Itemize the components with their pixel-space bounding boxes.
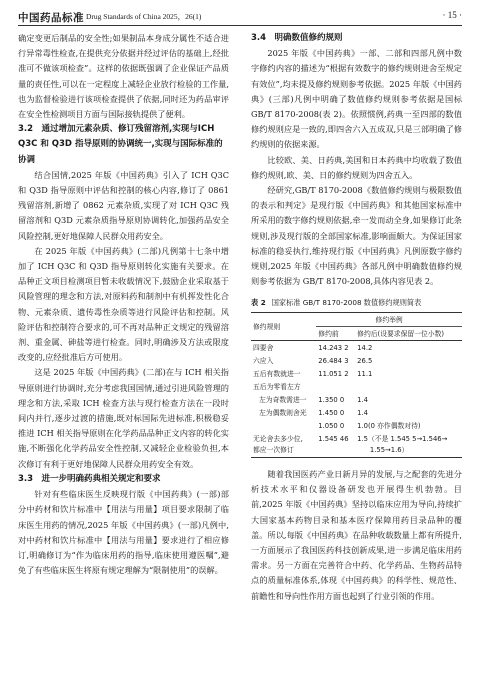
cell-rule: 六应入: [253, 356, 274, 365]
table-row: [251, 445, 462, 457]
cell-before: 1.545 46: [318, 434, 349, 443]
rounding-rules-table: [251, 312, 462, 458]
table-row: [251, 354, 462, 367]
cell-rule: [251, 419, 316, 432]
table-row: [251, 393, 462, 406]
cell-after: 1.4: [357, 395, 368, 404]
paragraph: 随着我国医药产业日新月异的发展,与之配套的先进分析技术水平和仪器设备研发也开展得生机勃勃。目前,2025 年版《中国药典》坚持以临床应用为导向,持续扩大国家基本药物目录和基本医疗保障用药目录品种的覆盖。所以,每版《中国药典》在品种收载数量上都有所提升,一方面展示了我国医药科技创新成果,进一步满足临床用药需求。另一方面在完善符合中药、化学药品、生物药品特点的质量标准体系,体现《中国药典》的科学性、规范性、前瞻性和导向性作用方面也起到了行业引领的作用。: [251, 468, 462, 601]
cell-rule: 四要舍: [253, 343, 274, 352]
left-column: [18, 31, 229, 578]
table-body: [251, 341, 462, 458]
table-label: 表 2: [251, 298, 266, 308]
cell-after: 1.4: [357, 408, 368, 417]
cell-rule: 无论舍去多少位,: [253, 434, 303, 443]
table-row: [251, 380, 462, 393]
cell-after-continued: 1.55→1.6）: [316, 445, 462, 457]
cell-after: [355, 380, 462, 393]
table-row: [251, 419, 462, 432]
paragraph: 针对有些临床医生反映现行版《中国药典》(一部)部分中药材和饮片标准中【用法与用量】项目要求限制了临床医生用药的情况,2025 年版《中国药典》(一部)凡例中,对中药材和饮片标准中【用法与用量】要求进行了相应修订,明确修订为“作为临床用药的指导,临床使用遵医嘱”,避免了有些临床医生将原有规定理解为“限制使用”的误解。: [18, 489, 229, 576]
table-row: [251, 341, 462, 355]
journal-title-en: Drug Standards of China 2025，26(1): [86, 12, 202, 21]
column-header-before: 修约前: [316, 327, 355, 341]
cell-before: [316, 380, 355, 393]
cell-before: 11.051 2: [318, 369, 349, 378]
column-header-example: 修约举例: [316, 313, 462, 327]
table-row: [251, 406, 462, 419]
journal-title-cn: 中国药品标准: [18, 12, 84, 24]
cell-rule: 五后有数就进一: [253, 369, 301, 378]
section-heading-3-2: 3.2 通过增加元素杂质、修订残留溶剂,实现与ICH Q3C 和 Q3D 指导原则的协调统一,实现与国际标准的协调: [18, 124, 223, 165]
paragraph: 比较欧、美、日药典,美国和日本药典中均收载了数值修约规则,欧、美、日的修约规则为四舍五入。: [251, 154, 462, 180]
cell-before: 1.450 0: [318, 408, 345, 417]
cell-before: 1.050 0: [318, 421, 345, 430]
cell-rule: 左为偶数则舍光: [259, 408, 307, 417]
cell-after: 1.0(0 亦作偶数对待): [357, 421, 421, 430]
column-header-after: 修约后(设要求保留一位小数): [355, 327, 462, 341]
cell-after: 11.1: [357, 369, 373, 378]
cell-before: 26.484 3: [318, 356, 349, 365]
table-title: 国家标准 GB/T 8170-2008 数值修约规则简表: [271, 298, 422, 308]
paragraph: 确定变更后制品的安全性;如果制品本身成分属性不适合进行异常毒性检查,在提供充分依据并经过评估的基础上,经批准可不做该项检查”。这样的依据既强调了企业保证产品质量的责任性,可以在一定程度上减轻企业放行检验的工作量,也为监督检验进行该项检查提供了依据,同时还为药品审评在安全性检测项目方面与国际接轨提供了便利。: [18, 33, 229, 120]
paragraph: 在 2025 年版《中国药典》(二部)凡例第十七条中增加了 ICH Q3C 和 Q3D 指导原则转化实施有关要求。在品种正文项目检测项目暂未收载情况下,鼓励企业采取基于风险管理的理念和方法,对原料药和制剂中有机挥发性化合物、元素杂质、遗传毒性杂质等进行风险评估和控制。风险评估和控制符合要求的,可不再对品种正文规定的残留溶剂、重金属、砷盐等进行检查。同时,明确涉及方法或限度改变的,应经批准后方可使用。: [18, 245, 229, 363]
table-row: [251, 367, 462, 380]
running-header: [18, 10, 462, 24]
header-rule: [18, 25, 462, 26]
paragraph: 结合国情,2025 年版《中国药典》引入了 ICH Q3C 和 Q3D 指导原则中评估和控制的核心内容,修订了 0861 残留溶剂,新增了 0862 元素杂质,实现了对 ICH Q3C 残留溶剂和 Q3D 元素杂质指导原则协调转化,加强药品安全风险控制,更好地保障人民群众用药安全。: [18, 169, 229, 241]
paragraph: 这是 2025 年版《中国药典》(二部)在与 ICH 相关指导原则进行协调时,充分考虑我国国情,通过引进风险管理的理念和方法,采取 ICH 检查方法与现行检查方法在一段时间内并行,逐步过渡的措施,既对标国际先进标准,积极稳妥推进 ICH 相关指导原则在化学药品品种正文内容的转化实施,不断强化化学药品安全性控制,又减轻企业检验负担,本次修订有利于更好地保障人民群众用药安全有效。: [18, 367, 229, 469]
right-column: [251, 31, 462, 604]
section-heading-3-4: 3.4 明确数值修约规则: [251, 33, 343, 43]
paragraph: 2025 年版《中国药典》一部、二部和四部凡例中数字修约内容的描述为“根据有效数字的修约规则进舍至规定有效位”,均未提及修约规则参考依据。2025 年版《中国药典》(三部)凡例中明确了数值修约规则参考依据是国标 GB/T 8170-2008(表 2)。依照惯例,药典一至四部的数值修约规则应是一致的,即四舍六入五成双,只是三部明确了修约规则的依据来源。: [251, 48, 462, 150]
column-header-rule: 修约规则: [251, 313, 316, 341]
section-heading-3-3: 3.3 进一步明确药典相关规定和要求: [18, 473, 161, 484]
paragraph: 经研究,GB/T 8170-2008《数值修约规则与极限数值的表示和判定》是现行版《中国药典》和其他国家标准中所采用的数字修约规则依据,牵一发而动全身,如果修订此条规则,涉及现行版的全部国家标准,影响面颇大。为保证国家标准的稳妥执行,维持现行版《中国药典》凡例原数字修约规则,2025 年版《中国药典》各部凡例中明确数值修约规则参考依据为 GB/T 8170-2008,具体内容见表 2。: [251, 185, 462, 287]
cell-rule: 都应一次修订: [251, 445, 316, 457]
cell-after: 1.5（不是 1.545 5→1.546→: [357, 434, 448, 443]
cell-before: 14.243 2: [318, 343, 349, 352]
table-row: [251, 432, 462, 445]
cell-before: 1.350 0: [318, 395, 345, 404]
table-caption: [251, 297, 462, 309]
cell-rule: 左为奇数需进一: [259, 395, 307, 404]
cell-after: 26.5: [357, 356, 373, 365]
cell-after: 14.2: [357, 343, 373, 352]
page-number: · 15 ·: [442, 10, 462, 20]
cell-rule: 五后为零看左方: [253, 382, 301, 391]
